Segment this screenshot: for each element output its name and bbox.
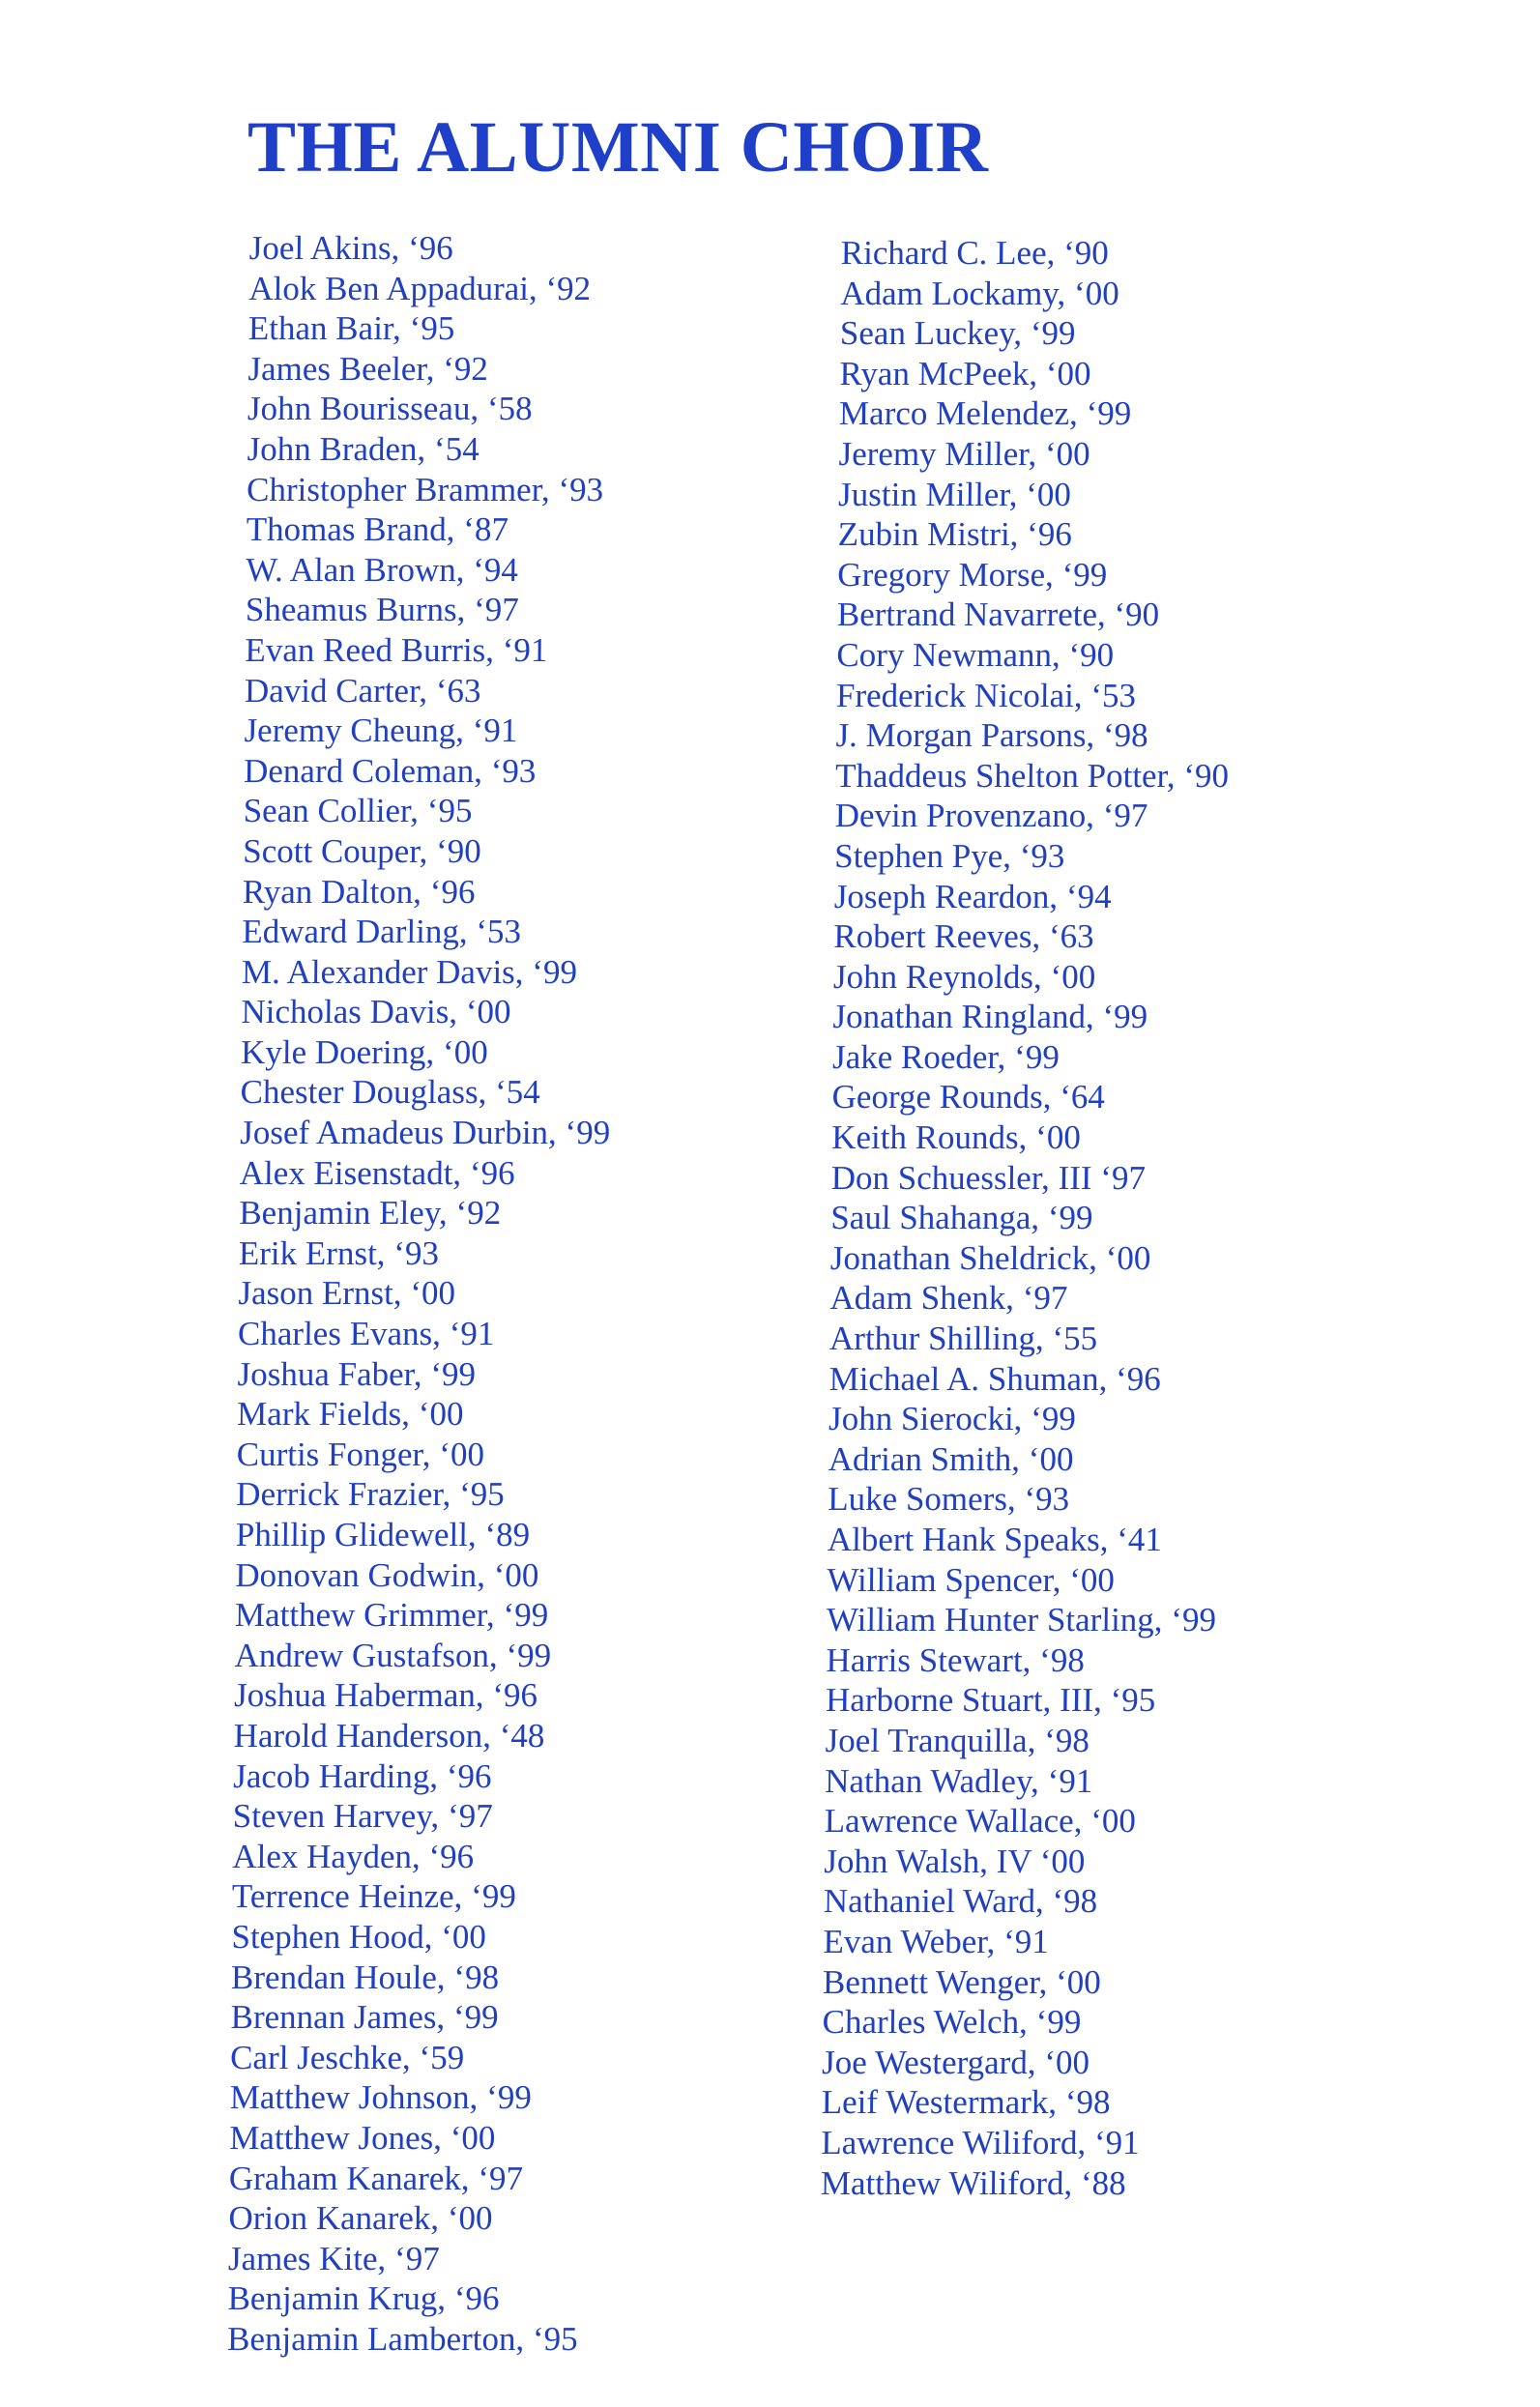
- choir-member-entry: Sheamus Burns, ‘97: [245, 591, 519, 629]
- choir-member-entry: Sean Collier, ‘95: [243, 792, 473, 830]
- choir-member-entry: Joel Akins, ‘96: [248, 229, 453, 267]
- choir-member-entry: Nathaniel Ward, ‘98: [823, 1882, 1098, 1921]
- choir-member-entry: Thaddeus Shelton Potter, ‘90: [834, 756, 1230, 795]
- choir-member-entry: Derrick Frazier, ‘95: [236, 1475, 505, 1514]
- choir-member-entry: Jeremy Cheung, ‘91: [244, 711, 518, 750]
- choir-member-entry: Jonathan Sheldrick, ‘00: [829, 1238, 1151, 1277]
- choir-member-entry: Arthur Shilling, ‘55: [828, 1320, 1098, 1358]
- choir-member-entry: Harold Handerson, ‘48: [233, 1716, 545, 1754]
- choir-member-entry: Devin Provenzano, ‘97: [834, 797, 1148, 835]
- choir-member-entry: Denard Coleman, ‘93: [243, 751, 537, 790]
- choir-member-entry: Michael A. Shuman, ‘96: [828, 1359, 1161, 1398]
- choir-member-entry: Scott Couper, ‘90: [243, 831, 481, 870]
- choir-member-entry: William Spencer, ‘00: [827, 1560, 1116, 1599]
- choir-member-entry: Josef Amadeus Durbin, ‘99: [239, 1114, 611, 1152]
- choir-member-entry: Harris Stewart, ‘98: [826, 1640, 1086, 1679]
- choir-member-entry: W. Alan Brown, ‘94: [246, 550, 519, 589]
- choir-member-entry: Edward Darling, ‘53: [242, 913, 522, 951]
- choir-member-entry: Ryan Dalton, ‘96: [242, 872, 476, 911]
- choir-member-entry: John Braden, ‘54: [247, 429, 479, 468]
- choir-member-entry: J. Morgan Parsons, ‘98: [835, 716, 1148, 755]
- choir-member-entry: Graham Kanarek, ‘97: [228, 2159, 524, 2197]
- choir-member-entry: Benjamin Krug, ‘96: [227, 2279, 500, 2318]
- choir-member-entry: Sean Luckey, ‘99: [839, 314, 1076, 353]
- choir-member-entry: John Bourisseau, ‘58: [247, 390, 533, 428]
- choir-member-entry: Nathan Wadley, ‘91: [825, 1761, 1093, 1800]
- choir-member-entry: Charles Welch, ‘99: [822, 2003, 1082, 2042]
- choir-member-entry: Carl Jeschke, ‘59: [229, 2038, 465, 2076]
- choir-member-entry: Joshua Faber, ‘99: [237, 1354, 477, 1393]
- choir-member-entry: Alex Eisenstadt, ‘96: [239, 1153, 515, 1192]
- choir-member-entry: Benjamin Eley, ‘92: [239, 1194, 502, 1232]
- choir-member-entry: Jason Ernst, ‘00: [238, 1274, 456, 1313]
- choir-member-entry: Andrew Gustafson, ‘99: [234, 1636, 552, 1674]
- choir-member-entry: David Carter, ‘63: [244, 671, 481, 710]
- choir-member-entry: Curtis Fonger, ‘00: [236, 1435, 485, 1473]
- choir-member-entry: Orion Kanarek, ‘00: [228, 2199, 493, 2238]
- choir-member-entry: Adam Lockamy, ‘00: [840, 274, 1119, 312]
- choir-member-entry: Adam Shenk, ‘97: [829, 1279, 1068, 1318]
- choir-member-entry: Lawrence Wallace, ‘00: [824, 1802, 1137, 1841]
- choir-member-entry: Albert Hank Speaks, ‘41: [827, 1521, 1163, 1558]
- choir-member-entry: Richard C. Lee, ‘90: [840, 234, 1109, 272]
- choir-member-entry: Benjamin Lamberton, ‘95: [226, 2319, 578, 2358]
- choir-member-entry: Alex Hayden, ‘96: [232, 1837, 475, 1875]
- choir-member-entry: Joel Tranquilla, ‘98: [825, 1721, 1090, 1759]
- choir-member-entry: Thomas Brand, ‘87: [246, 510, 509, 549]
- choir-member-entry: Don Schuessler, III ‘97: [830, 1158, 1147, 1197]
- choir-member-entry: Adrian Smith, ‘00: [828, 1439, 1074, 1478]
- choir-member-entry: Phillip Glidewell, ‘89: [235, 1516, 531, 1553]
- choir-member-entry: Matthew Jones, ‘00: [229, 2118, 496, 2157]
- choir-member-entry: Erik Ernst, ‘93: [238, 1233, 440, 1272]
- choir-member-entry: George Rounds, ‘64: [831, 1078, 1106, 1116]
- choir-member-entry: Nicholas Davis, ‘00: [241, 993, 511, 1031]
- choir-member-entry: Luke Somers, ‘93: [828, 1480, 1070, 1519]
- choir-member-entry: Alok Ben Appadurai, ‘92: [248, 269, 592, 307]
- choir-member-entry: John Sierocki, ‘99: [828, 1400, 1077, 1438]
- page-title: THE ALUMNI CHOIR: [247, 107, 989, 188]
- choir-member-entry: Matthew Wiliford, ‘88: [820, 2163, 1126, 2202]
- choir-member-entry: James Beeler, ‘92: [247, 349, 489, 388]
- choir-member-entry: Stephen Hood, ‘00: [231, 1917, 487, 1956]
- choir-member-entry: Keith Rounds, ‘00: [830, 1118, 1082, 1157]
- choir-member-entry: Brendan Houle, ‘98: [230, 1958, 500, 1996]
- choir-member-entry: Stephen Pye, ‘93: [834, 836, 1065, 875]
- choir-member-entry: Joseph Reardon, ‘94: [833, 877, 1112, 915]
- choir-member-entry: Lawrence Wiliford, ‘91: [821, 2123, 1140, 2161]
- choir-member-entry: James Kite, ‘97: [227, 2239, 440, 2277]
- choir-member-entry: Jonathan Ringland, ‘99: [832, 998, 1148, 1036]
- choir-member-entry: Joshua Haberman, ‘96: [233, 1676, 538, 1715]
- choir-member-entry: Matthew Grimmer, ‘99: [234, 1596, 549, 1635]
- choir-member-entry: Jeremy Miller, ‘00: [838, 434, 1090, 473]
- choir-member-entry: M. Alexander Davis, ‘99: [241, 952, 578, 991]
- choir-member-entry: Zubin Mistri, ‘96: [837, 515, 1073, 554]
- right-name-column: [821, 233, 1235, 2203]
- choir-member-entry: Terrence Heinze, ‘99: [231, 1877, 517, 1916]
- choir-member-entry: Steven Harvey, ‘97: [232, 1797, 493, 1836]
- choir-member-entry: Brennan James, ‘99: [230, 1998, 499, 2037]
- choir-member-entry: John Reynolds, ‘00: [832, 957, 1096, 996]
- choir-member-entry: William Hunter Starling, ‘99: [826, 1601, 1217, 1639]
- choir-member-entry: John Walsh, IV ‘00: [824, 1842, 1086, 1880]
- choir-member-entry: Matthew Johnson, ‘99: [229, 2078, 533, 2117]
- left-name-column: [227, 228, 620, 2359]
- choir-member-entry: Evan Weber, ‘91: [823, 1922, 1049, 1960]
- choir-member-entry: Gregory Morse, ‘99: [837, 555, 1108, 594]
- choir-member-entry: Jake Roeder, ‘99: [831, 1037, 1061, 1076]
- choir-member-entry: Bennett Wenger, ‘00: [822, 1962, 1101, 2001]
- choir-member-entry: Charles Evans, ‘91: [237, 1315, 495, 1353]
- choir-member-entry: Ryan McPeek, ‘00: [839, 354, 1091, 392]
- choir-member-entry: Leif Westermark, ‘98: [821, 2083, 1111, 2122]
- choir-member-entry: Saul Shahanga, ‘99: [830, 1199, 1093, 1237]
- choir-member-entry: Bertrand Navarrete, ‘90: [836, 595, 1160, 634]
- choir-member-entry: Joe Westergard, ‘00: [821, 2043, 1090, 2081]
- choir-member-entry: Evan Reed Burris, ‘91: [245, 630, 548, 669]
- choir-member-entry: Donovan Godwin, ‘00: [235, 1555, 539, 1594]
- choir-member-entry: Jacob Harding, ‘96: [233, 1756, 492, 1795]
- choir-member-entry: Frederick Nicolai, ‘53: [835, 676, 1137, 714]
- choir-member-entry: Christopher Brammer, ‘93: [246, 470, 604, 508]
- choir-member-entry: Marco Melendez, ‘99: [838, 394, 1132, 433]
- choir-member-entry: Robert Reeves, ‘63: [833, 917, 1094, 956]
- choir-member-entry: Mark Fields, ‘00: [236, 1395, 464, 1434]
- choir-member-entry: Harborne Stuart, III, ‘95: [825, 1681, 1156, 1720]
- choir-member-entry: Cory Newmann, ‘90: [836, 635, 1115, 674]
- choir-member-entry: Ethan Bair, ‘95: [247, 309, 455, 348]
- choir-member-entry: Chester Douglass, ‘54: [240, 1073, 540, 1112]
- choir-member-entry: Kyle Doering, ‘00: [240, 1032, 488, 1071]
- choir-member-entry: Justin Miller, ‘00: [837, 475, 1072, 513]
